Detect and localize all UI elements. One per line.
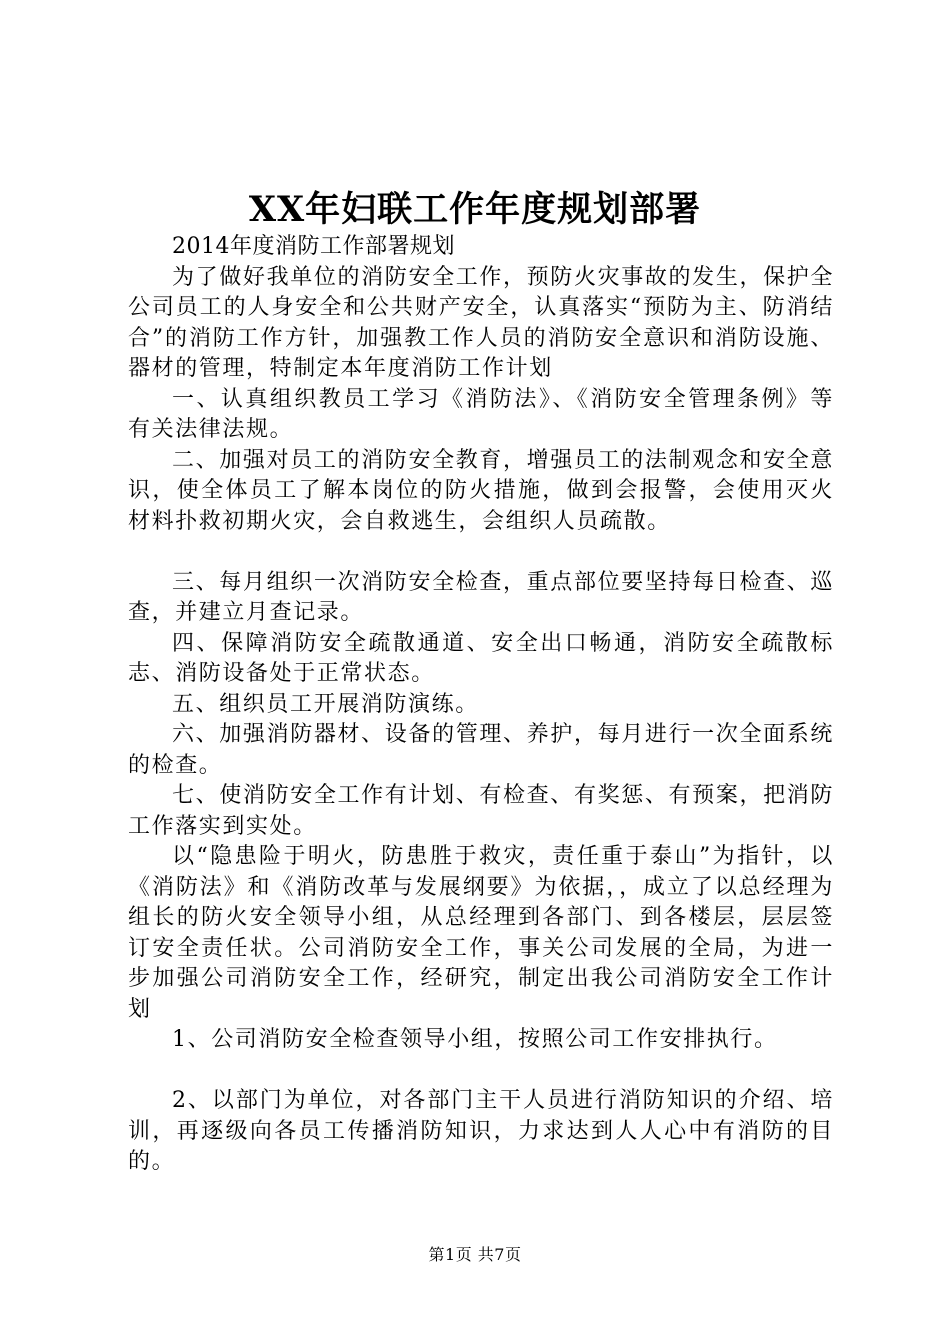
plan-subtitle: 2014年度消防工作部署规划 [172, 234, 455, 259]
item-3-paragraph: 三、每月组织一次消防安全检查，重点部位要坚持每日检查、巡查，并建立月查记录。 [128, 569, 834, 625]
page-number-footer: 第1页 共7页 [428, 1245, 522, 1264]
item-2-paragraph: 二、加强对员工的消防安全教育，增强员工的法制观念和安全意识，使全体员工了解本岗位的防火措施，做到会报警，会使用灭火材料扑救初期火灾，会自救逃生，会组织人员疏散。 [128, 447, 834, 534]
document-body [128, 232, 834, 1178]
item-5-paragraph: 五、组织员工开展消防演练。 [172, 691, 479, 717]
item-4-paragraph: 四、保障消防安全疏散通道、安全出口畅通，消防安全疏散标志、消防设备处于正常状态。 [128, 630, 834, 686]
intro-paragraph: 为了做好我单位的消防安全工作，预防火灾事故的发生，保护全公司员工的人身安全和公共财产安全，认真落实“预防为主、防消结合”的消防工作方针，加强教工作人员的消防安全意识和消防设施、器材的管理，特制定本年度消防工作计划 [128, 264, 834, 381]
document-title: XX年妇联工作年度规划部署 [248, 189, 702, 230]
plan-item-2-paragraph: 2、以部门为单位，对各部门主干人员进行消防知识的介绍、培训，再逐级向各员工传播消防知识，力求达到人人心中有消防的目的。 [128, 1088, 834, 1174]
item-7-paragraph: 七、使消防安全工作有计划、有检查、有奖惩、有预案，把消防工作落实到实处。 [128, 783, 834, 839]
guideline-paragraph: 以“隐患险于明火，防患胜于救灾，责任重于泰山”为指针，以《消防法》和《消防改革与发展纲要》为依据，，成立了以总经理为组长的防火安全领导小组，从总经理到各部门、到各楼层，层层签订安全责任状。公司消防安全工作，事关公司发展的全局，为进一步加强公司消防安全工作，经研究，制定出我公司消防安全工作计划 [128, 844, 834, 1022]
plan-item-1-paragraph: 1、公司消防安全检查领导小组，按照公司工作安排执行。 [172, 1027, 778, 1052]
item-1-paragraph: 一、认真组织教员工学习《消防法》、《消防安全管理条例》等有关法律法规。 [128, 386, 834, 442]
item-6-paragraph: 六、加强消防器材、设备的管理、养护，每月进行一次全面系统的检查。 [128, 722, 834, 778]
